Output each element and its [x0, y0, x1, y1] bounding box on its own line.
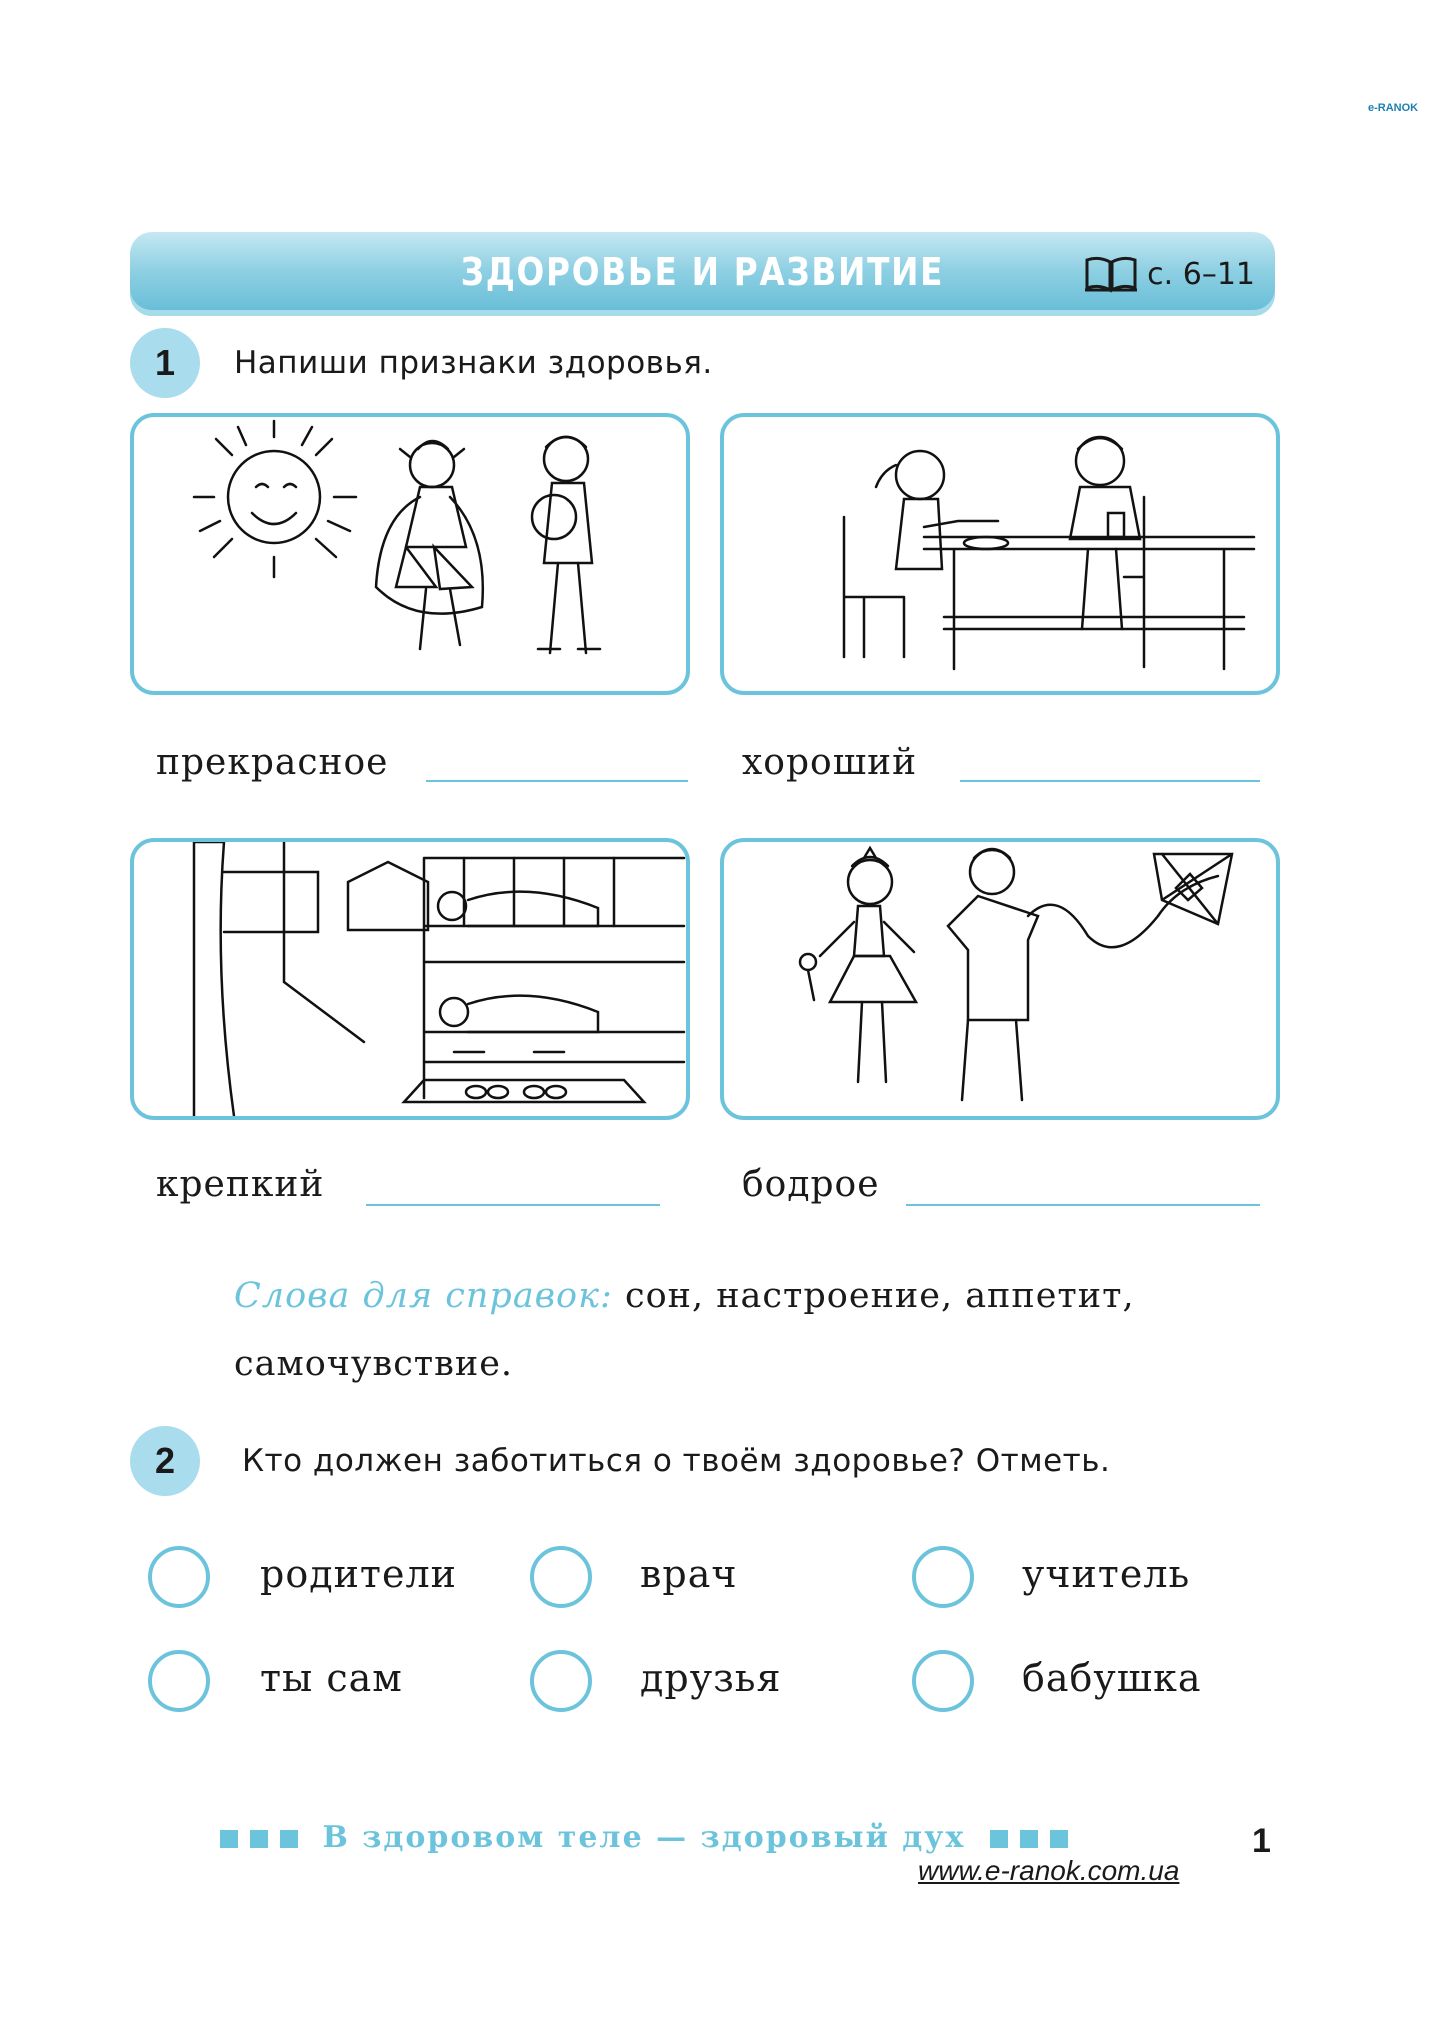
option-label-3: учитель: [1022, 1552, 1191, 1596]
square-bullet-icon: [1050, 1830, 1068, 1848]
hint-label: Слова для справок:: [234, 1276, 613, 1316]
sun-children-illustration: [134, 417, 686, 691]
fill-label-3: крепкий: [156, 1164, 325, 1205]
checkbox-option-5[interactable]: [530, 1650, 592, 1712]
checkbox-option-1[interactable]: [148, 1546, 210, 1608]
checkbox-option-3[interactable]: [912, 1546, 974, 1608]
checkbox-option-4[interactable]: [148, 1650, 210, 1712]
checkbox-option-6[interactable]: [912, 1650, 974, 1712]
fill-label-2: хороший: [742, 742, 918, 783]
picture-frame-sun-children: [130, 413, 690, 695]
answer-line-2[interactable]: [960, 780, 1260, 782]
footer-motto: [220, 1820, 1080, 1855]
fill-label-1: прекрасное: [156, 742, 389, 783]
page-number: 1: [1252, 1822, 1271, 1860]
answer-line-1[interactable]: [426, 780, 688, 782]
picture-frame-kite: [720, 838, 1280, 1120]
picture-frame-sleeping: [130, 838, 690, 1120]
kite-illustration: [724, 842, 1276, 1116]
eating-illustration: [724, 417, 1276, 691]
website-link[interactable]: www.e-ranok.com.ua: [918, 1855, 1180, 1886]
page-ref-text: с. 6–11: [1147, 256, 1255, 292]
textbook-page-reference: [1083, 252, 1255, 296]
task-number-badge: 1: [130, 328, 200, 398]
answer-line-4[interactable]: [906, 1204, 1260, 1206]
task-instruction: Напиши признаки здоровья.: [234, 345, 713, 381]
answer-line-3[interactable]: [366, 1204, 660, 1206]
option-label-6: бабушка: [1022, 1656, 1202, 1700]
open-book-icon: [1083, 254, 1139, 294]
option-label-2: врач: [640, 1552, 738, 1596]
square-bullet-icon: [990, 1830, 1008, 1848]
checkbox-option-2[interactable]: [530, 1546, 592, 1608]
fill-label-4: бодрое: [742, 1164, 880, 1205]
section-banner: [130, 232, 1275, 316]
hint-words: сон, настроение, аппетит, самочувствие.: [234, 1276, 1135, 1384]
task-number-badge-2: 2: [130, 1426, 200, 1496]
publisher-logo: e-RANOK: [1368, 102, 1419, 114]
square-bullet-icon: [1020, 1830, 1038, 1848]
motto-text: В здоровом теле — здоровый дух: [322, 1820, 966, 1855]
option-label-5: друзья: [640, 1656, 782, 1700]
picture-frame-eating: [720, 413, 1280, 695]
square-bullet-icon: [250, 1830, 268, 1848]
word-hint: [234, 1262, 1294, 1398]
task-instruction-2: Кто должен заботиться о твоём здоровье? Отметь.: [242, 1443, 1111, 1479]
square-bullet-icon: [220, 1830, 238, 1848]
square-bullet-icon: [280, 1830, 298, 1848]
option-label-1: родители: [260, 1552, 457, 1596]
section-title: ЗДОРОВЬЕ И РАЗВИТИЕ: [460, 250, 945, 294]
option-label-4: ты сам: [260, 1656, 403, 1700]
sleeping-illustration: [134, 842, 686, 1116]
